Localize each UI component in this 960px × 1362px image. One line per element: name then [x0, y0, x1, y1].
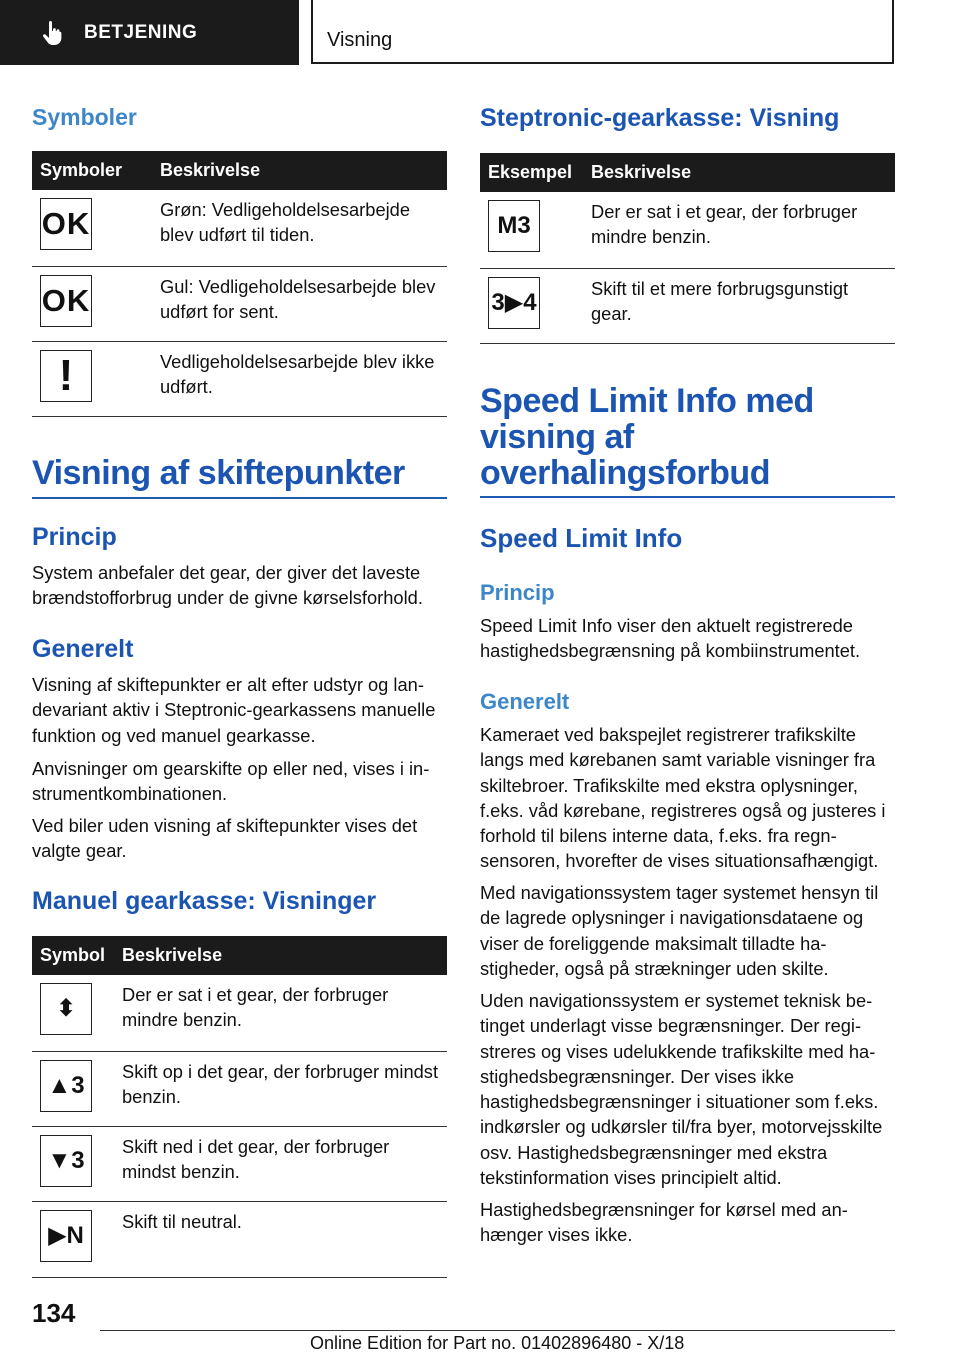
manual-3-icon: M3 — [488, 200, 540, 252]
princip-heading: Princip — [480, 580, 555, 605]
page-header — [0, 0, 960, 66]
table-row — [32, 266, 447, 341]
chapter-tab-label: BETJENING — [84, 21, 198, 43]
table-row — [32, 975, 447, 1051]
symboler-heading: Symboler — [32, 104, 137, 130]
table-row — [32, 1051, 447, 1126]
row-description: Skift ned i det gear, der forbruger mindst benzin. — [118, 1126, 447, 1201]
table-header-description: Beskrivelse — [156, 151, 447, 190]
generelt-paragraph: Visning af skiftepunkter er alt efter udstyr og landevariant aktiv i Steptronic-gearkassens manuelle funktion og ved manuel gearkasse. — [32, 674, 436, 746]
table-row — [32, 190, 447, 266]
table-header-symbol: Symboler — [32, 151, 156, 190]
footer-divider — [100, 1330, 895, 1331]
exclamation-icon: ! — [40, 350, 92, 402]
manuel-heading: Manuel gearkasse: Visninger — [32, 887, 377, 915]
generelt-paragraph: Med navigationssystem tager systemet hensyn til de lagrede oplysninger i navigationsdataene og viser de foreliggende maksimalt tilladte hastigheder, også på strækninger uden skilte. — [480, 882, 879, 979]
table-header-description: Beskrivelse — [587, 153, 895, 192]
generelt-paragraph: Kameraet ved bakspejlet registrerer trafikskilte langs med kørebanen samt variable visninger fra skiltebroer. Trafikskilte med ekstra oplysninger, f.eks. våd kørebane, registreres også og justeres i forhold til bilens interne data, f.eks. fra regnsensoren, hvorefter de vises situationsafhængigt. — [480, 724, 886, 872]
manuel-table — [32, 936, 447, 1278]
section-title: Visning — [327, 29, 393, 51]
skiftepunkter-heading: Visning af skiftepunkter — [32, 454, 405, 492]
table-header-description: Beskrivelse — [118, 936, 447, 975]
generelt-heading: Generelt — [32, 635, 134, 663]
row-description: Skift til et mere forbrugsgunstigt gear. — [587, 268, 895, 343]
row-description: Der er sat i et gear, der forbruger mindre benzin. — [118, 975, 447, 1051]
table-row — [480, 268, 895, 343]
skiftepunkter-heading-block — [32, 455, 447, 499]
row-description: Vedligeholdelsesarbejde blev ikke udført. — [156, 341, 447, 416]
symboler-table — [32, 151, 447, 417]
steptronic-heading: Steptronic-gearkasse: Visning — [480, 104, 840, 132]
row-description: Grøn: Vedligeholdelsesarbejde blev udført til tiden. — [156, 190, 447, 266]
princip-text: System anbefaler det gear, der giver det laveste brændstofforbrug under de givne kørselsforhold. — [32, 562, 423, 609]
generelt-paragraph: Anvisninger om gearskifte op eller ned, vises i instrumentkombinationen. — [32, 758, 430, 805]
table-row — [32, 1201, 447, 1277]
table-row — [32, 341, 447, 416]
shift-neutral-icon: ▶N — [40, 1210, 92, 1262]
section-title-frame — [311, 0, 894, 64]
shift-up-3-icon: ▲3 — [40, 1060, 92, 1112]
table-row — [32, 1126, 447, 1201]
speed-limit-heading-block — [480, 383, 895, 498]
chapter-tab[interactable] — [0, 0, 299, 65]
generelt-paragraph: Ved biler uden visning af skiftepunkter vises det valgte gear. — [32, 815, 418, 862]
row-description: Skift til neutral. — [118, 1201, 447, 1277]
generelt-paragraph: Uden navigationssystem er systemet teknisk betinget underlagt visse begrænsninger. Der registreres og vises udelukkende trafikskilte med hastighedsbegrænsninger. Der vises ikke hastighedsbegrænsninger i situationer som f.eks. indkørsler og udkørsler til/fra byer, motorvejsskilte osv. Hastighedsbegrænsninger med ekstra tekstinformation vises principielt altid. — [480, 990, 883, 1189]
row-description: Skift op i det gear, der forbruger mindst benzin. — [118, 1051, 447, 1126]
steptronic-table — [480, 153, 895, 344]
hand-pointer-icon — [42, 21, 64, 45]
princip-text: Speed Limit Info viser den aktuelt registrerede hastighedsbegrænsning på kombiinstrumentet. — [480, 615, 861, 662]
table-row — [480, 192, 895, 268]
ok-green-icon: OK — [40, 198, 92, 250]
row-description: Der er sat i et gear, der forbruger mindre benzin. — [587, 192, 895, 268]
sli-heading: Speed Limit Info — [480, 523, 683, 553]
page-number: 134 — [32, 1298, 76, 1328]
princip-heading: Princip — [32, 523, 117, 551]
edition-note: Online Edition for Part no. 01402896480 - X/18 — [310, 1333, 685, 1353]
speed-limit-heading: Speed Limit Info med visning af overhalingsforbud — [480, 382, 814, 492]
shift-down-3-icon: ▼3 — [40, 1135, 92, 1187]
shift-3-to-4-icon: 3▶4 — [488, 277, 540, 329]
generelt-paragraph: Hastighedsbegrænsninger for kørsel med anhænger vises ikke. — [480, 1199, 848, 1246]
generelt-heading: Generelt — [480, 689, 570, 714]
ok-yellow-icon: OK — [40, 275, 92, 327]
up-down-arrow-icon: ⬍ — [40, 983, 92, 1035]
table-header-symbol: Symbol — [32, 936, 118, 975]
row-description: Gul: Vedligeholdelsesarbejde blev udført for sent. — [156, 266, 447, 341]
table-header-example: Eksempel — [480, 153, 587, 192]
